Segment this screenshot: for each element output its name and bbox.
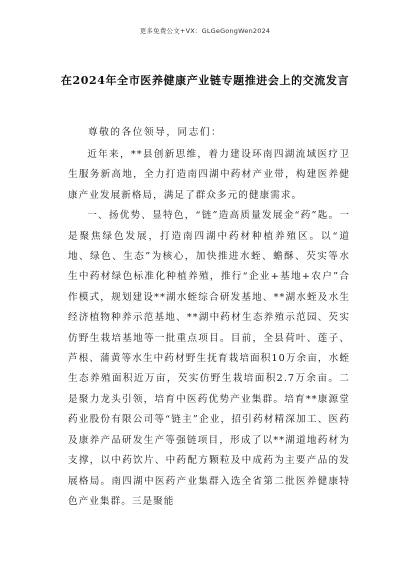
paragraph-section-one: 一、扬优势、显特色，“链”造高质量发展金“药”匙。一是聚焦绿色发展，打造南四湖中药材种植养殖区。以“道地、绿色、生态”为核心，加快推进水蛭、蟾酥、芡实等水生中药材绿色标准化种植养殖，推行“企业+基地+农户”合作模式，规划建设**湖水蛭综合研发基地、**湖水蛭及水生经济植物种养示范基地、**湖中药材生态养殖示范园、芡实仿野生栽培基地等一批重点项目。目前，全县荷叶、莲子、芦根、蒲黄等水生中药材野生抚育栽培面积10万余亩，水蛭生态养殖面积近万亩，芡实仿野生栽培面积2.7万余亩。二是聚力龙头引领，培育中医药优势产业集群。培育**康源堂药业股份有限公司等“链主”企业，招引药材精深加工、医药及康养产品研发生产等强链项目，形成了以**湖道地药材为支撑，以中药饮片、中药配方颗粒及中成药为主要产品的发展格局。南四湖中医药产业集群入选全省第二批医养健康特色产业集群。三是聚能: [68, 210, 350, 507]
salutation: 尊敬的各位领导，同志们：: [88, 127, 223, 138]
document-title: 在2024年全市医养健康产业链专题推进会上的交流发言: [60, 74, 350, 87]
paragraph-intro: 近年来，**县创新思维，着力建设环南四湖流域医疗卫生服务新高地，全力打造南四湖中药材产业带，构建医养健康产业发展新格局，满足了群众多元的健康需求。: [68, 149, 350, 201]
header-note: 更多免费公文+VX：GLGeGongWen2024: [139, 27, 271, 35]
document-body: [68, 145, 350, 512]
